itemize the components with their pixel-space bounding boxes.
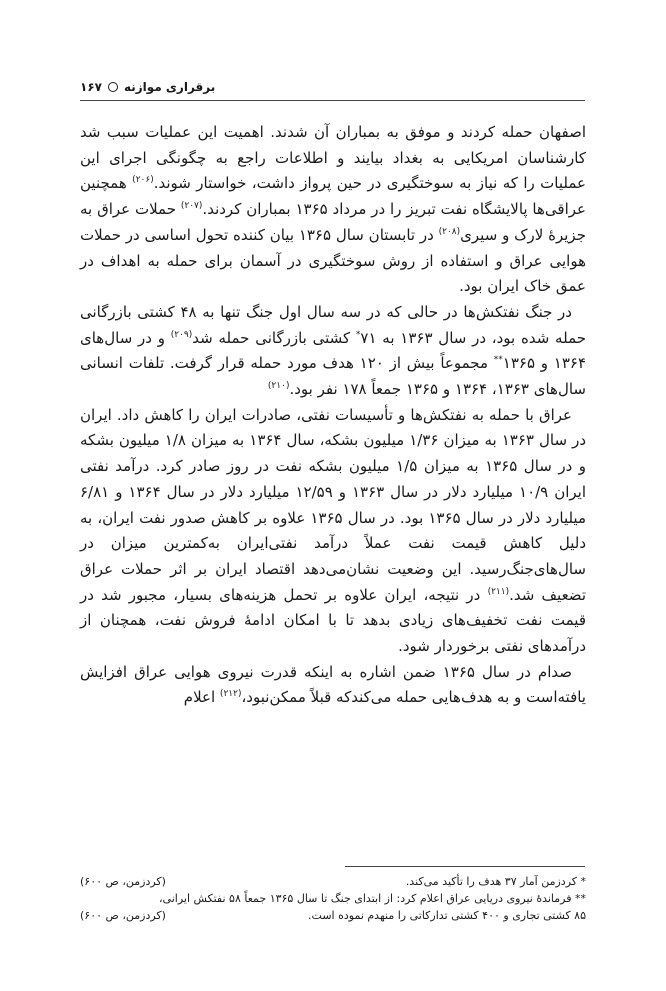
citation-marker: * [355,329,361,340]
paragraph-text: همچنین عراقی‌ها پالایشگاه نفت تبریز را در مرداد ۱۳۶۵ بمباران کردند. [80,174,586,219]
paragraph [80,403,586,660]
citation-marker: (۲۱۱) [487,586,510,597]
footnote-text: ** فرماندهٔ نیروی دریایی عراق اعلام کرد: از ابتدای جنگ تا سال ۱۳۶۵ جمعاً ۵۸ نفتکش ایرانی، [158,892,586,905]
footnote-text: * کردزمن آمار ۳۷ هدف را تأکید می‌کند. [405,875,586,888]
paragraph [80,120,586,300]
footnote-divider [345,866,585,867]
paragraph [80,300,586,403]
paragraph-text: در نتیجه، ایران علاوه بر تحمل هزینه‌های بسیار، مجبور شد در قیمت نفت تخفیف‌های زیادی بدهد تا با امکان ادامهٔ فروش نفت، همچنان از درآمدهای نفتی برخوردار شود. [80,585,586,656]
paragraph-text: در تابستان سال ۱۳۶۵ بیان کننده تحول اساسی در حملات هوایی عراق و استفاده از روش سوختگیری در آسمان برای حمله به اهداف در عمق خاک ایران بود. [80,225,586,296]
paragraph [80,660,586,711]
footnote-citation: (کردزمن، ص ۶۰۰) [80,875,166,888]
paragraph-text: کشتی بازرگانی حمله شد [192,328,356,347]
footnote-citation: (کردزمن، ص ۶۰۰) [80,909,166,922]
paragraph-text: حملات عراق به جزیرهٔ لارک و سیری [80,200,586,244]
paragraph-text: صدام در سال ۱۳۶۵ ضمن اشاره به اینکه قدرت نیروی هوایی عراق افزایش یافته‌است و به هدف‌هایی حمله می‌کندکه قبلاً ممکن‌نبود، [80,662,586,707]
citation-marker: (۲۰۷) [180,201,203,212]
paragraph-text: اصفهان حمله کردند و موفق به بمباران آن شدند. اهمیت این عملیات سبب شد کارشناسان امریکایی به بغداد بیایند و اطلاعات راجع به چگونگی اجرای این عملیات را که نیاز به سوختگیری در حین پرواز داشت، خواستار شوند. [80,123,586,193]
paragraph-text: و در سال‌های ۱۳۶۴ و ۱۳۶۵ [80,328,587,373]
paragraph-text: عراق با حمله به نفتکش‌ها و تأسیسات نفتی، صادرات ایران را کاهش داد. ایران در سال ۱۳۶۳ به میزان ۱/۳۶ میلیون بشکه، سال ۱۳۶۴ به میزان ۱/۸ میلیون بشکه و در سال ۱۳۶۵ به میزان ۱/۵ میلیون بشکه نفت در روز صادر کرد. درآمد نفتی ایران ۱۰/۹ میلیارد دلار در سال ۱۳۶۳ و ۱۲/۵۹ میلیارد دلار در سال ۱۳۶۴ و ۶/۸۱ میلیارد دلار در سال ۱۳۶۵ بود. در سال ۱۳۶۵ علاوه بر کاهش صدور نفت ایران، به دلیل کاهش قیمت نفت عملاً درآمد نفتی‌ایران به‌کمترین میزان در سال‌های‌جنگ‌رسید. این وضعیت نشان‌می‌دهد اقتصاد ایران بر اثر حملات عراق تضعیف شد. [80,405,587,604]
circle-ornament-icon [108,82,118,92]
paragraph-text: در جنگ نفتکش‌ها در حالی که در سه سال اول جنگ تنها به ۴۸ کشتی بازرگانی حمله شده بود، در سال ۱۳۶۳ به ۷۱ [80,302,587,347]
footnote [80,873,586,890]
footnote [80,890,586,924]
paragraph-text: اعلام [183,688,220,707]
footnote-text: ۸۵ کشتی تجاری و ۴۰۰ کشتی تدارکاتی را منهدم نموده است. [308,909,586,922]
page-number: ۱۶۷ [80,80,102,94]
citation-marker: ** [493,355,503,366]
citation-marker: (۲۰۶) [132,175,154,186]
citation-marker: (۲۰۹) [170,329,193,340]
running-header [80,80,215,94]
citation-marker: (۲۱۰) [267,381,290,392]
body-text [80,120,586,711]
paragraph-text: مجموعاً بیش از ۱۲۰ هدف مورد حمله قرار گرفت. تلفات انسانی سال‌های ۱۳۶۳، ۱۳۶۴ و ۱۳۶۵ جمعاً ۱۷۸ نفر بود. [80,354,586,399]
header-title: برقراری موازنه [123,80,216,94]
header-rule [80,100,585,101]
citation-marker: (۲۱۲) [219,689,242,700]
citation-marker: (۲۰۸) [438,226,461,237]
footnotes [80,873,586,924]
